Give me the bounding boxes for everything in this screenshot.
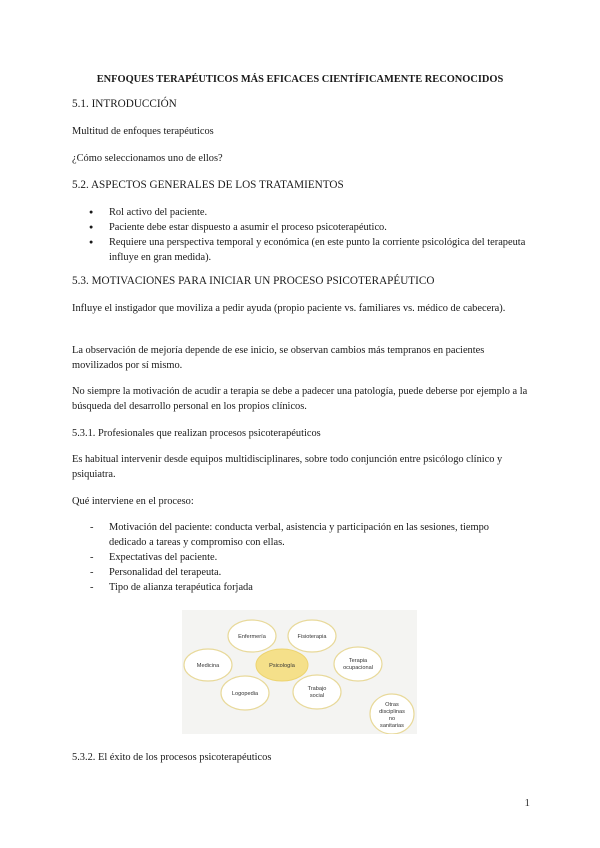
list-item: - Expectativas del paciente.	[72, 550, 528, 565]
paragraph: No siempre la motivación de acudir a terapia se debe a padecer una patología, puede deberse por ejemplo a la búsqueda del desarrollo personal en los propios clínicos.	[72, 386, 528, 412]
node-trabajo-social	[293, 675, 341, 709]
node-terapia-ocupacional	[334, 647, 382, 681]
section-5-3-2-heading: 5.3.2. El éxito de los procesos psicoterapéuticos	[72, 752, 272, 763]
section-5-2-heading: 5.2. ASPECTOS GENERALES DE LOS TRATAMIENTOS	[72, 179, 344, 191]
page-number: 1	[524, 797, 530, 809]
paragraph: Qué interviene en el proceso:	[72, 496, 194, 507]
label-psicologia: Psicología	[269, 663, 295, 669]
bullet-list	[72, 205, 528, 265]
paragraph: La observación de mejoría depende de ese inicio, se observan cambios más tempranos en pacientes movilizados por sí mismo.	[72, 345, 485, 371]
label-enfermeria: Enfermería	[238, 634, 266, 640]
list-item: ● Requiere una perspectiva temporal y económica (en este punto la corriente psicológica del terapeuta influye en gran medida).	[72, 235, 528, 265]
list-item: - Tipo de alianza terapéutica forjada	[72, 580, 528, 595]
section-5-3-1-heading: 5.3.1. Profesionales que realizan procesos psicoterapéuticos	[72, 428, 321, 439]
list-item: ● Rol activo del paciente.	[72, 205, 528, 220]
label-medicina: Medicina	[196, 663, 220, 669]
label-terapia: Terapia	[348, 658, 368, 664]
label-otras: Otras	[385, 702, 399, 708]
section-5-3-heading: 5.3. MOTIVACIONES PARA INICIAR UN PROCESO PSICOTERAPÉUTICO	[72, 275, 435, 287]
paragraph: Es habitual intervenir desde equipos multidisciplinares, sobre todo conjunción entre psicólogo clínico y psiquiatra.	[72, 454, 503, 480]
label-disciplinas: disciplinas	[379, 709, 405, 715]
label-ocupacional: ocupacional	[343, 665, 373, 671]
dash-list	[72, 520, 528, 595]
diagram-svg	[182, 610, 417, 734]
paragraph: Influye el instigador que moviliza a pedir ayuda (propio paciente vs. familiares vs. médico de cabecera).	[72, 303, 506, 314]
list-item: - Personalidad del terapeuta.	[72, 565, 528, 580]
label-trabajo: Trabajo	[307, 686, 327, 692]
paragraph: ¿Cómo seleccionamos uno de ellos?	[72, 153, 223, 164]
list-item: ● Paciente debe estar dispuesto a asumir el proceso psicoterapéutico.	[72, 220, 528, 235]
section-5-1-heading: 5.1. INTRODUCCIÓN	[72, 98, 177, 110]
document-title: ENFOQUES TERAPÉUTICOS MÁS EFICACES CIENTÍFICAMENTE RECONOCIDOS	[96, 74, 504, 85]
list-item: - Motivación del paciente: conducta verbal, asistencia y participación en las sesiones, tiempo dedicado a tareas y compromiso con ellas.	[72, 520, 528, 550]
paragraph: Multitud de enfoques terapéuticos	[72, 126, 214, 137]
label-logopedia: Logopedia	[231, 691, 259, 697]
label-social: social	[309, 693, 325, 699]
label-no: no	[388, 716, 396, 722]
label-fisioterapia: Fisioterapia	[297, 634, 327, 640]
multidisciplinary-diagram	[182, 610, 417, 734]
label-sanitarias: sanitarias	[380, 723, 404, 729]
